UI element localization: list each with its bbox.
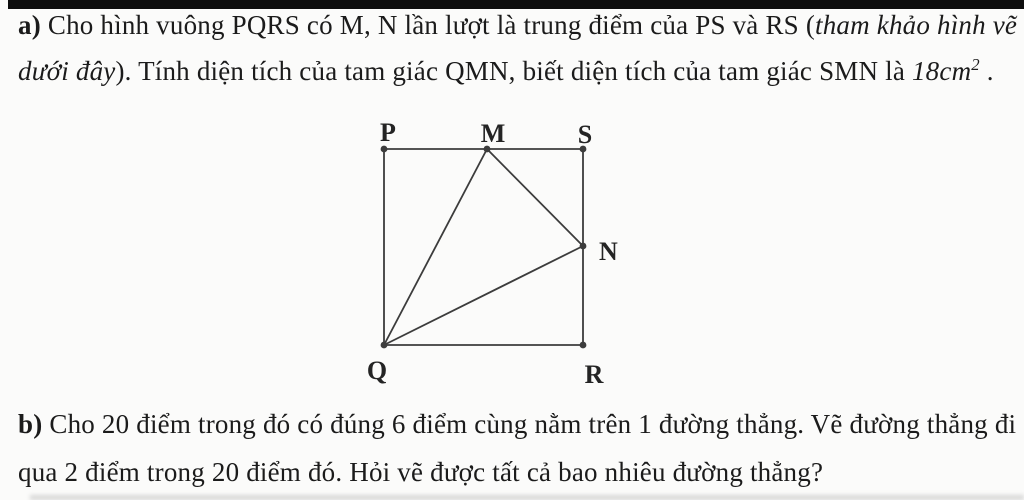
vertex-dot-Q xyxy=(381,342,388,349)
problem-b-line-2 xyxy=(18,455,1014,490)
problem-b-marker: b) xyxy=(18,409,43,439)
area-value: 18 xyxy=(911,56,940,86)
vertex-label-R: R xyxy=(584,360,604,389)
vertex-dot-R xyxy=(580,342,587,349)
figure-edge-QM xyxy=(384,149,487,345)
problem-a-line1-text: Cho hình vuông PQRS có M, N lần lượt là trung điểm của PS và RS ( xyxy=(40,10,816,40)
vertex-label-Q: Q xyxy=(366,356,388,385)
problem-a-line1-italic: tham khảo hình vẽ xyxy=(815,10,1018,40)
problem-b-line-1 xyxy=(18,407,1017,442)
problem-a-line2-text: ). Tính diện tích của tam giác QMN, biết diện tích của tam giác SMN là xyxy=(115,56,912,86)
problem-b-line2-text: qua 2 điểm trong 20 điểm đó. Hỏi vẽ được tất cả bao nhiêu đường thẳng? xyxy=(18,457,824,487)
problem-a-line2-italic: dưới đây xyxy=(18,56,116,86)
area-unit: cm xyxy=(939,56,972,86)
area-unit-exponent: 2 xyxy=(971,55,980,74)
vertex-label-M: M xyxy=(480,119,506,148)
problem-a-marker: a) xyxy=(18,10,41,40)
vertex-label-N: N xyxy=(599,237,618,266)
problem-b-line1-text: Cho 20 điểm trong đó có đúng 6 điểm cùng nằm trên 1 đường thẳng. Vẽ đường thẳng đi xyxy=(42,409,1017,439)
figure-edge-MN xyxy=(487,149,583,246)
vertex-label-S: S xyxy=(577,120,593,149)
vertex-label-P: P xyxy=(380,118,396,147)
problem-a-line2-tail: . xyxy=(979,56,994,86)
figure-edge-NQ xyxy=(384,246,583,345)
scan-artifact-smudge xyxy=(30,495,1024,500)
vertex-dot-N xyxy=(580,243,587,250)
